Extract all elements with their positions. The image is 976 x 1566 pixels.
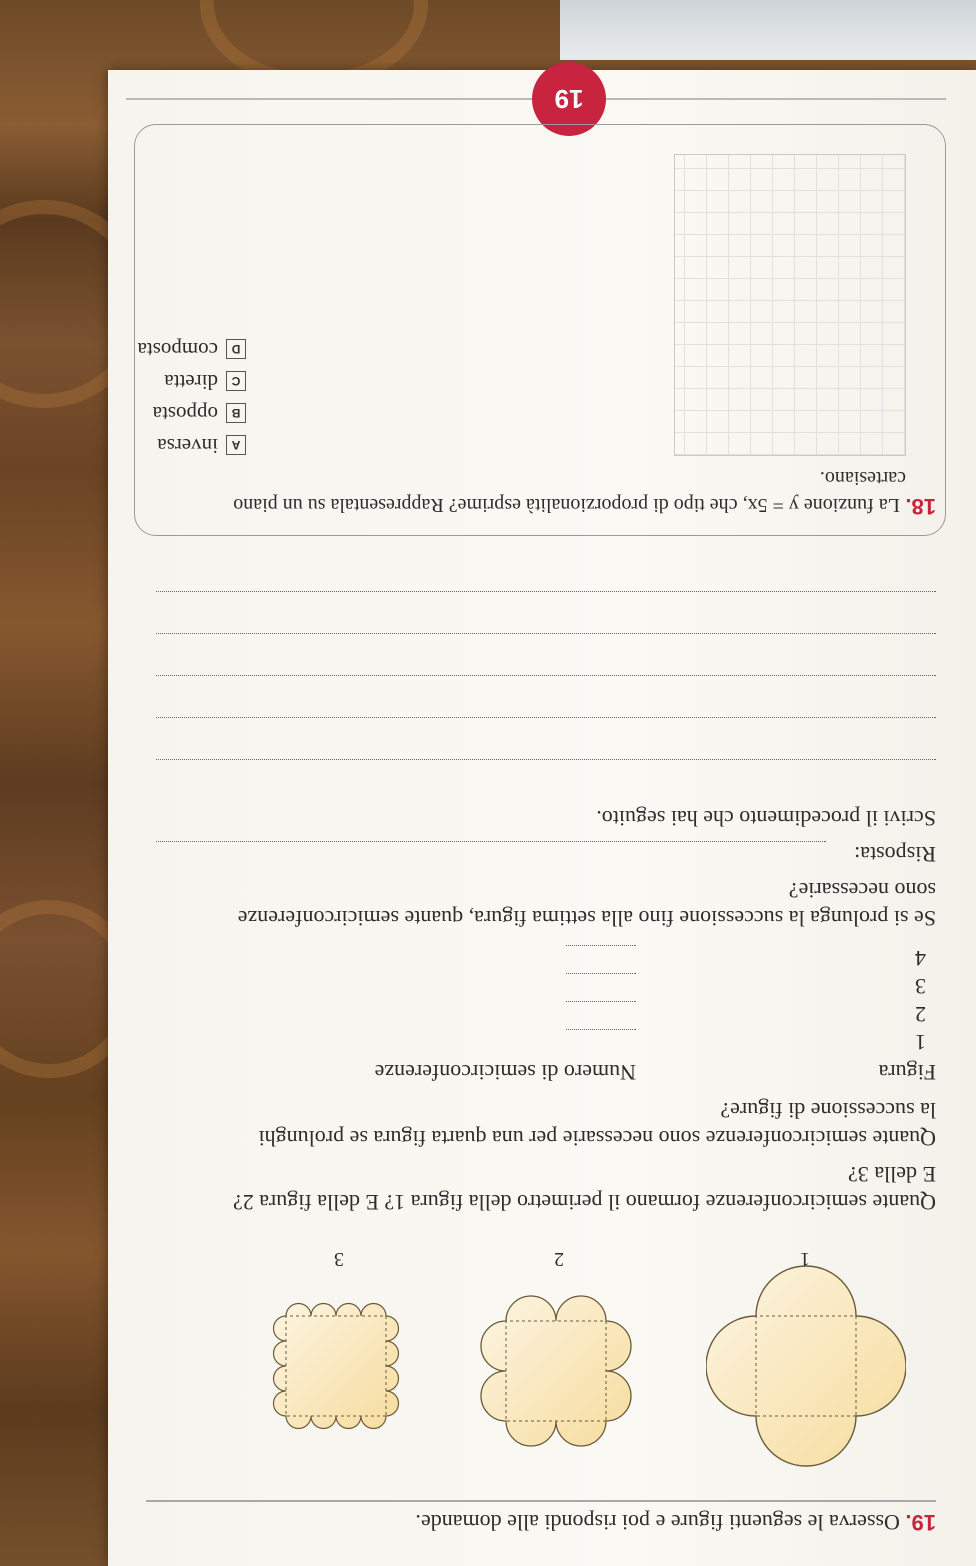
answer-line[interactable] — [156, 841, 826, 842]
figure-3-label: 3 — [334, 1248, 344, 1270]
exercise-19-intro: Osserva le seguenti figure e poi rispondi alle domande. — [415, 1510, 900, 1535]
question-2-line-2: la successione di figure? — [720, 1098, 936, 1123]
exercise-19-title — [415, 1508, 936, 1536]
question-3-line-1: Se si prolunga la successione fino alla settima figura, quante semicirconferenze — [237, 906, 936, 931]
question-2-line-1: Quante semicirconferenze sono necessarie per una quarta figura se prolunghi — [258, 1126, 936, 1151]
option-a[interactable] — [157, 433, 246, 458]
figure-1 — [706, 1246, 906, 1476]
table-row-figure: 3 — [915, 974, 926, 999]
table-row-figure: 4 — [915, 946, 926, 971]
exercise-18-line-2: cartesiano. — [819, 467, 906, 489]
procedure-line[interactable] — [156, 717, 936, 718]
option-label-d: composta — [137, 338, 218, 362]
question-3-line-2: sono necessarie? — [788, 878, 936, 903]
procedure-line[interactable] — [156, 633, 936, 634]
procedure-line[interactable] — [156, 759, 936, 760]
table-header-count: Numero di semicirconferenze — [374, 1060, 636, 1085]
table-answer-line[interactable] — [566, 945, 636, 946]
option-letter-c: C — [226, 372, 246, 392]
page-content — [126, 70, 936, 1566]
table-row-figure: 2 — [915, 1002, 926, 1027]
option-c[interactable] — [164, 369, 246, 394]
table-answer-line[interactable] — [566, 1001, 636, 1002]
answer-label: Risposta: — [854, 842, 936, 867]
table-header-figura: Figura — [878, 1060, 936, 1085]
procedure-line[interactable] — [156, 591, 936, 592]
exercise-18-question: La funzione y = 5x, che tipo di proporzionalità esprime? Rappresentala su un piano — [233, 494, 900, 516]
table-answer-line[interactable] — [566, 973, 636, 974]
procedure-prompt: Scrivi il procedimento che hai seguito. — [596, 806, 936, 831]
figure-3 — [256, 1246, 416, 1446]
procedure-line[interactable] — [156, 675, 936, 676]
option-b[interactable] — [153, 401, 246, 426]
option-letter-d: D — [226, 340, 246, 360]
figure-1-label: 1 — [800, 1248, 810, 1270]
exercise-19-number: 19. — [905, 1510, 936, 1535]
option-d[interactable] — [138, 337, 246, 362]
exercise-18-line-1 — [233, 491, 936, 520]
option-label-c: diretta — [164, 370, 218, 394]
question-1-line-1: Quante semicirconferenze formano il perimetro della figura 1? E della figura 2? — [232, 1190, 936, 1215]
background-cloth — [560, 0, 976, 60]
cartesian-grid[interactable] — [674, 154, 906, 456]
page-number: 19 — [554, 84, 584, 115]
exercise-19-rule — [146, 1501, 936, 1503]
figure-2 — [476, 1246, 636, 1456]
option-label-b: opposta — [152, 402, 218, 426]
option-letter-a: A — [226, 436, 246, 456]
option-letter-b: B — [226, 404, 246, 424]
workbook-page — [108, 70, 976, 1566]
question-1-line-2: E della 3? — [848, 1162, 936, 1187]
exercise-18-number: 18. — [905, 494, 936, 519]
option-label-a: inversa — [157, 434, 218, 458]
table-answer-line[interactable] — [566, 1029, 636, 1030]
figure-2-label: 2 — [554, 1248, 564, 1270]
table-row-figure: 1 — [915, 1030, 926, 1055]
